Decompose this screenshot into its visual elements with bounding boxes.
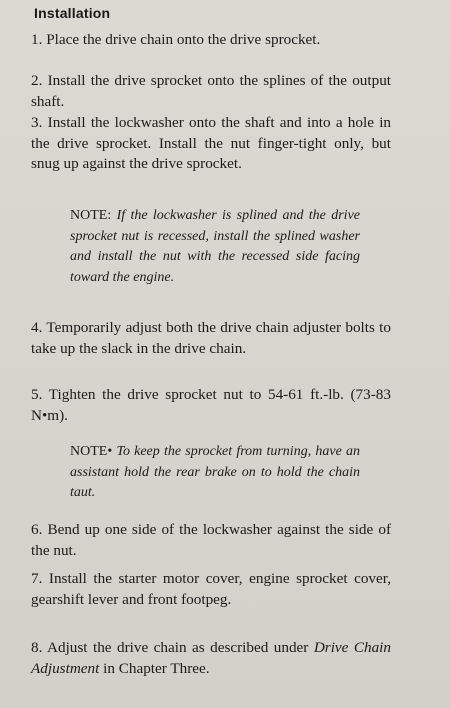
step-text-before: Adjust the drive chain as described under bbox=[47, 639, 309, 656]
note-text: If the lockwasher is splined and the drive sprocket nut is recessed, install the splined washer and install the nut with the recessed side facing toward the engine. bbox=[70, 208, 360, 285]
note-sprocket bbox=[70, 442, 360, 504]
note-lockwasher bbox=[70, 206, 360, 288]
note-text: To keep the sprocket from turning, have an assistant hold the rear brake on to hold the chain taut. bbox=[70, 444, 361, 500]
step-4 bbox=[31, 318, 391, 359]
step-5 bbox=[31, 385, 391, 426]
step-number: 5. bbox=[31, 386, 43, 403]
step-number: 4. bbox=[31, 319, 43, 336]
step-1 bbox=[31, 30, 391, 51]
step-2 bbox=[31, 71, 391, 112]
step-3 bbox=[31, 113, 391, 175]
step-text: Install the starter motor cover, engine sprocket cover, gearshift lever and front footpeg. bbox=[31, 570, 391, 608]
step-8 bbox=[31, 638, 391, 679]
step-text: Tighten the drive sprocket nut to 54-61 ft.-lb. (73-83 N•m). bbox=[31, 386, 391, 424]
note-label: NOTE: bbox=[70, 208, 112, 223]
note-label: NOTE• bbox=[70, 444, 113, 459]
step-text: Bend up one side of the lockwasher against the side of the nut. bbox=[31, 521, 392, 559]
step-number: 6. bbox=[31, 521, 43, 538]
step-text-reference: Drive Chain Adjustment bbox=[31, 639, 391, 677]
step-text: Temporarily adjust both the drive chain adjuster bolts to take up the slack in the drive chain. bbox=[31, 319, 391, 357]
step-number: 8. bbox=[31, 639, 43, 656]
step-7 bbox=[31, 569, 391, 610]
step-number: 2. bbox=[31, 72, 43, 89]
step-number: 3. bbox=[31, 114, 43, 131]
step-number: 7. bbox=[31, 570, 43, 587]
section-heading: Installation bbox=[34, 5, 111, 21]
step-number: 1. bbox=[31, 31, 43, 48]
step-text: Place the drive chain onto the drive sprocket. bbox=[46, 31, 321, 48]
step-text: Install the lockwasher onto the shaft and into a hole in the drive sprocket. Install the nut finger-tight only, but snug up against the drive sprocket. bbox=[31, 114, 392, 172]
step-6 bbox=[31, 520, 391, 561]
step-text: Install the drive sprocket onto the splines of the output shaft. bbox=[31, 72, 392, 110]
step-text-after: in Chapter Three. bbox=[103, 659, 210, 677]
